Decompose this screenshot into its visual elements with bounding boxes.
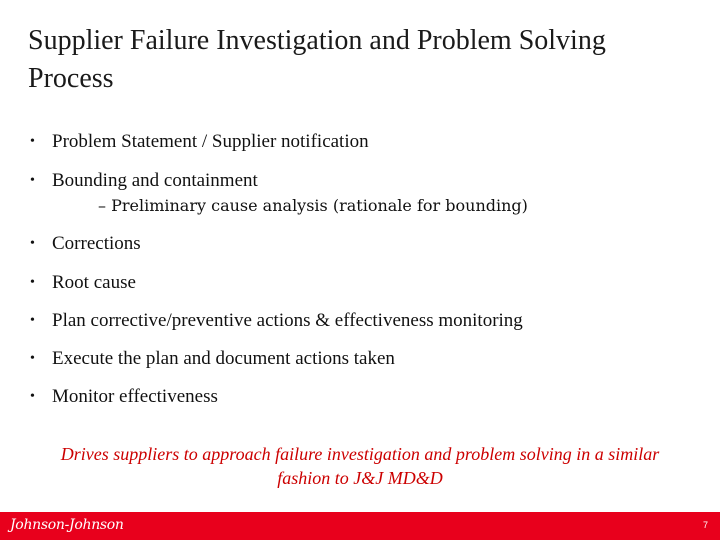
bullet-text: Monitor effectiveness: [52, 386, 218, 407]
bullet-dot-icon: •: [30, 236, 35, 251]
sub-bullet-item: – Preliminary cause analysis (rationale for bounding): [98, 196, 528, 215]
bullet-item: [30, 307, 523, 335]
bullet-text: Problem Statement / Supplier notification: [52, 131, 369, 152]
bullet-dot-icon: •: [30, 351, 35, 366]
bullet-item: [30, 383, 218, 411]
bullet-text: Corrections: [52, 233, 141, 254]
bullet-item: [30, 345, 395, 373]
bullet-item: [30, 128, 369, 156]
bullet-dot-icon: •: [30, 275, 35, 290]
callout-text: Drives suppliers to approach failure investigation and problem solving in a similar fashion to J&J MD&D: [60, 444, 660, 488]
bullet-dot-icon: •: [30, 389, 35, 404]
bullet-dot-icon: •: [30, 173, 35, 188]
page-number: 7: [702, 520, 708, 530]
footer-bar: [0, 512, 720, 540]
bullet-dot-icon: •: [30, 134, 35, 149]
bullet-text: Bounding and containment: [52, 170, 258, 191]
bullet-item: [30, 269, 136, 297]
bullet-text: Plan corrective/preventive actions & effectiveness monitoring: [52, 310, 523, 331]
company-logo: Johnson-Johnson: [10, 517, 124, 533]
slide-title: Supplier Failure Investigation and Problem Solving Process: [28, 25, 606, 94]
bullet-text: Execute the plan and document actions taken: [52, 348, 395, 369]
bullet-item: [30, 230, 141, 258]
bullet-dot-icon: •: [30, 313, 35, 328]
bullet-text: Root cause: [52, 272, 136, 293]
bullet-item: [30, 167, 258, 195]
